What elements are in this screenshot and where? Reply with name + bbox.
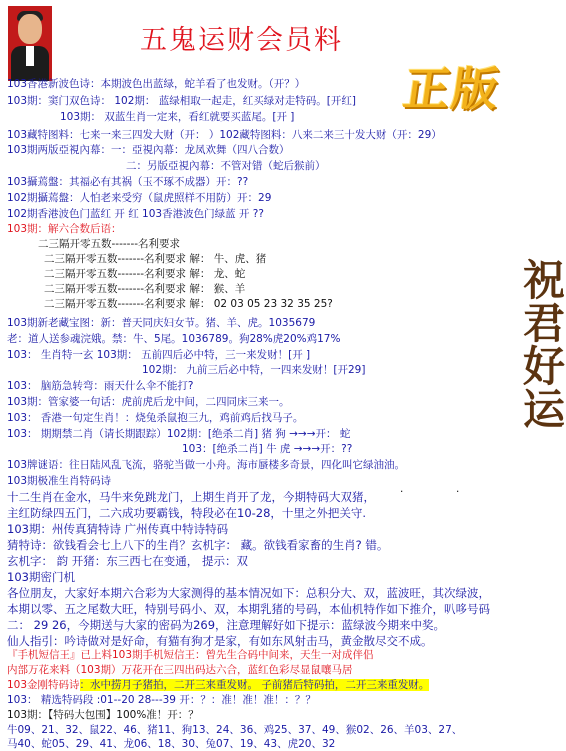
text-line: 二： 29 26，今期送与大家的密码为269，注意理解好如下提示：蓝绿波今期来中奖。 <box>7 618 446 632</box>
text-line: 牛09、21、32、鼠22、46、猪11、狗13、24、36、鸡25、37、49、猴02、26、羊03、27、 <box>7 724 463 736</box>
text-line: 玄机字： 韵 开猪：东三西七在变通， 提示：双 <box>7 554 248 568</box>
text-line: 二三隔开零五数-------名利要求 解： 牛、虎、猪 <box>44 253 267 265</box>
text-line: 103期：窦门双色诗： 102期： 蓝绿相取一起走，红买绿对走特码。[开红] <box>7 95 356 107</box>
avatar <box>8 6 52 81</box>
text-line: 内部万花来料（103期）万花开在三四出码达六合，蓝红色彩尽显鼠嚷马居 <box>7 664 353 676</box>
text-line: 103期两版亞視內幕：一：亞視內幕：龙凤欢舞（四八合数） <box>7 144 290 156</box>
text-line: 103期：管家婆一句话：虎前虎后龙中间，二四同床三来一。 <box>7 396 290 408</box>
text-line: 103： 香港一句定生肖！：烧兔杀鼠抱三九，鸡前鸡后找马子。 <box>7 412 304 424</box>
text-line: 猜特诗：欲钱看会七上八下的生肖？玄机字： 藏。欲钱看家畜的生肖? 错。 <box>7 538 389 552</box>
text-line: 各位朋友，大家好本期六合彩为大家测得的基本情况如下：总积分大、双，蓝波旺，其次绿波， <box>7 586 490 600</box>
text-line: 103攝蔫盤：其福必有其祸（玉不琢不成器）开：?? <box>7 176 249 188</box>
dot-mark: · <box>400 486 404 498</box>
genuine-stamp: 正版 <box>400 62 504 116</box>
text-line: 103期：解六合数后语： <box>7 223 122 235</box>
text-line: 二：另版亞視內幕：不管对错（蛇后猴前） <box>126 160 326 172</box>
text-line: 二三隔开零五数-------名利要求 <box>38 238 181 250</box>
text-line: 103期：【特码大包围】100%准！开：？ <box>7 709 199 721</box>
text-line: 103期： 双蓝生肖一定来，看红就要买蓝尾。[开 ] <box>60 111 295 123</box>
text-line: 二三隔开零五数-------名利要求 解： 猴、羊 <box>44 283 246 295</box>
text-line: 103期极准生肖特码诗 <box>7 475 112 487</box>
text-line: 103： 精选特码段 :01--20 28---39 开：？：准！准！准！：？？ <box>7 694 316 706</box>
text-line: 103藏特图料：七来一来三四发大财（开： ）102藏特图料：八来二来三十发大财（开：29） <box>7 129 442 141</box>
text-line: 马40、蛇05、29、41、龙06、18、30、兔07、19、43、虎20、32 <box>7 738 336 750</box>
text-line: 主红防绿四五门，二六成功要霸钱，特段必在10-28，十里之外把关守. <box>7 506 367 520</box>
good-luck-banner: 祝君好运 <box>517 258 566 430</box>
text-line: 103期新老藏宝图：新：普天同庆妇女节。猪、羊、虎。1035679 <box>7 317 316 329</box>
text-line: 103牌谜语：往日陆风乱飞流，骆驼当做一小舟。海市蜃楼多奇景，四化叫它绿油油。 <box>7 459 406 471</box>
text-line: 102期攝蔫盤：人怕老来受穷（鼠虎照样不用防）开：29 <box>7 192 272 204</box>
text-line: 十二生肖在金水，马牛来免跳龙门，上期生肖开了龙，今期特码大双猪， <box>7 490 375 504</box>
text-line: 103：[绝杀二肖] 牛 虎 →→→开：?? <box>182 443 353 455</box>
text-line: 本期以零、五之尾数大旺，特别号码小、双，本期乳猪的号码，本仙机特作如下推介，叭哆号码 <box>7 602 490 616</box>
text-line: 老：道人送参魂浣娥。禁：牛、5尾。1036789。狗28%虎20%鸡17% <box>7 333 341 345</box>
text-line: 103： 期期禁二肖（请长期跟踪）102期：[绝杀二肖] 猪 狗 →→→开： 蛇 <box>7 428 351 440</box>
text-line: 103香港新波色诗：本期波色出蓝绿，蛇羊看了也发财。（开？） <box>7 78 306 90</box>
text-line: 『手机短信王』已上料103期手机短信王：曾先生合码中间来，天生一对成伴侣 <box>7 649 374 661</box>
dot-mark: · <box>456 486 460 498</box>
text-line: 102期： 九前三后必中特，一四来发财！[开29] <box>142 364 366 376</box>
text-line: 二三隔开零五数-------名利要求 解： 02 03 05 23 32 35 25? <box>44 298 333 310</box>
text-line: 103： 生肖特一玄 103期： 五前四后必中特，三一来发财！[开 ] <box>7 349 311 361</box>
text-line: 仙人指引：吟诗做对是好命，有猫有狗才是家，有如东风射击马，黄金散尽交不成。 <box>7 634 433 648</box>
text-line: 102期香港波色门蓝红 开 红 103香港波色门绿蓝 开 ?? <box>7 208 264 220</box>
text-line: 二三隔开零五数-------名利要求 解： 龙、蛇 <box>44 268 246 280</box>
text-line: 103期密门机 <box>7 570 75 584</box>
text-line: 103期：州传真猜特诗 广州传真中特诗特码 <box>7 522 229 536</box>
page-title: 五鬼运财会员料 <box>140 25 343 56</box>
text-line: 103金刚特码诗：水中捞月子猪拍，二开三来重发财。 子前猪后特码拍，二开三来重发财。 <box>7 679 430 691</box>
text-line: 103： 脑筋急转弯：雨天什么伞不能打? <box>7 380 194 392</box>
